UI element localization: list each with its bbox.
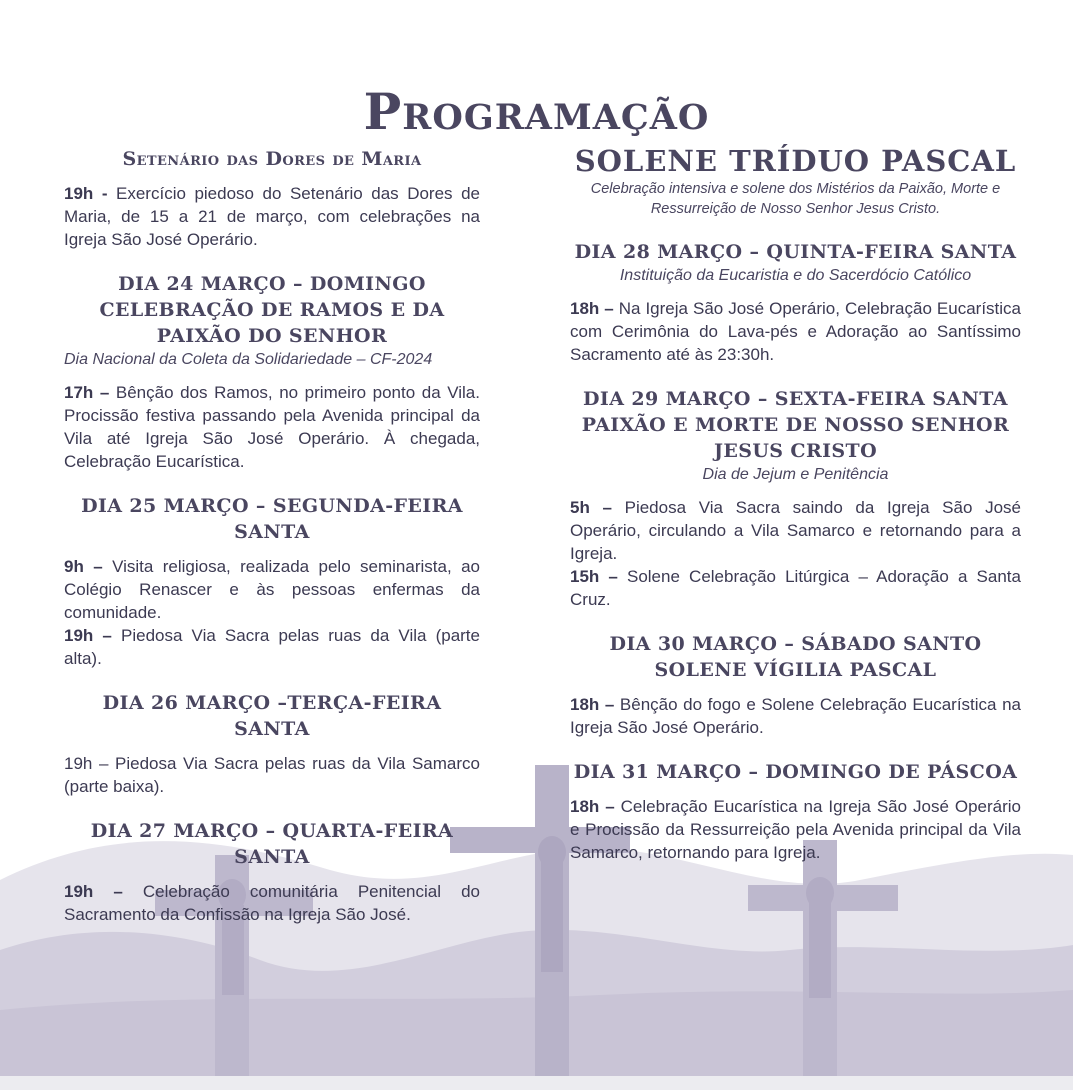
section-subtitle: Celebração intensiva e solene dos Mistérios da Paixão, Morte e Ressurreição de Nosso Senhor Jesus Cristo. [590,181,1001,217]
entry-text: Exercício piedoso do Setenário das Dores de Maria, de 15 a 21 de março, com celebrações na Igreja São José Operário. [64,184,480,249]
section-heading: DIA 24 MARÇO – DOMINGO [118,273,426,295]
entry-time: 18h – [570,695,615,714]
section-subtitle: Instituição da Eucaristia e do Sacerdócio Católico [619,267,972,284]
schedule-entry [64,555,480,624]
section-heading: DIA 30 MARÇO – SÁBADO SANTO [609,633,982,655]
schedule-entry [64,880,480,926]
section-heading-secondary: SOLENE VÍGILIA PASCAL [654,659,937,681]
entry-text: Na Igreja São José Operário, Celebração Eucarística com Cerimônia do Lava-pés e Adoração ao Santíssimo Sacramento até às 23:30h. [570,299,1021,364]
section-dia-26 [64,690,480,798]
entry-time: 19h – [64,626,112,645]
section-heading: DIA 27 MARÇO – QUARTA-FEIRA SANTA [90,820,454,868]
schedule-entry [64,182,480,251]
entry-time: 18h – [570,299,614,318]
entry-text: Piedosa Via Sacra pelas ruas da Vila (parte alta). [64,626,480,668]
section-dia-28 [570,239,1021,366]
entry-time: 15h – [570,567,618,586]
section-heading: DIA 25 MARÇO – SEGUNDA-FEIRA SANTA [81,495,463,543]
section-dia-31 [570,759,1021,864]
section-triduo [570,143,1021,219]
footer-strip [0,1076,1073,1090]
section-heading: DIA 26 MARÇO –TERÇA-FEIRA SANTA [102,692,442,740]
schedule-entry [570,795,1021,864]
section-dia-30 [570,631,1021,739]
section-setenario [64,146,480,251]
section-heading: Setenário das Dores de Maria [122,148,422,170]
entry-text: Bênção dos Ramos, no primeiro ponto da Vila. Procissão festiva passando pela Avenida principal da Vila até Igreja São José Operário. À chegada, Celebração Eucarística. [64,383,480,471]
section-dia-29 [570,386,1021,611]
entry-text: 19h – Piedosa Via Sacra pelas ruas da Vila Samarco (parte baixa). [64,754,480,796]
section-heading: DIA 31 MARÇO – DOMINGO DE PÁSCOA [573,761,1018,783]
section-dia-27 [64,818,480,926]
section-dia-25 [64,493,480,670]
entry-time: 19h - [64,184,117,203]
entry-text: Visita religiosa, realizada pelo seminarista, ao Colégio Renascer e às pessoas enfermas da comunidade. [64,557,480,622]
section-heading: SOLENE TRÍDUO PASCAL [574,144,1017,178]
section-subtitle: Dia Nacional da Coleta da Solidariedade – CF-2024 [64,351,433,368]
entry-time: 18h – [570,797,615,816]
entry-text: Solene Celebração Litúrgica – Adoração a Santa Cruz. [570,567,1021,609]
entry-time: 5h – [570,498,612,517]
section-heading-secondary: CELEBRAÇÃO DE RAMOS E DA PAIXÃO DO SENHOR [99,299,445,347]
entry-time: 9h – [64,557,103,576]
entry-text: Piedosa Via Sacra saindo da Igreja São José Operário, circulando a Vila Samarco e retornando para a Igreja. [570,498,1021,563]
section-subtitle: Dia de Jejum e Penitência [702,466,889,483]
schedule-entry [570,693,1021,739]
section-heading-secondary: PAIXÃO E MORTE DE NOSSO SENHOR JESUS CRISTO [581,414,1010,462]
schedule-entry [570,565,1021,611]
entry-text: Celebração Eucarística na Igreja São José Operário e Procissão da Ressurreição pela Avenida principal da Vila Samarco, retornando para Igreja. [570,797,1021,862]
page-title: Programação [363,81,710,141]
schedule-entry [64,624,480,670]
entry-time: 19h – [64,882,123,901]
left-column [64,146,480,946]
schedule-entry [64,752,480,798]
schedule-entry [64,381,480,473]
schedule-entry [570,297,1021,366]
entry-time: 17h – [64,383,110,402]
entry-text: Celebração comunitária Penitencial do Sacramento da Confissão na Igreja São José. [64,882,480,924]
section-dia-24 [64,271,480,473]
section-heading: DIA 29 MARÇO – SEXTA-FEIRA SANTA [583,388,1008,410]
section-heading: DIA 28 MARÇO – QUINTA-FEIRA SANTA [574,241,1017,263]
schedule-entry [570,496,1021,565]
right-column [570,143,1021,884]
entry-text: Bênção do fogo e Solene Celebração Eucarística na Igreja São José Operário. [570,695,1021,737]
